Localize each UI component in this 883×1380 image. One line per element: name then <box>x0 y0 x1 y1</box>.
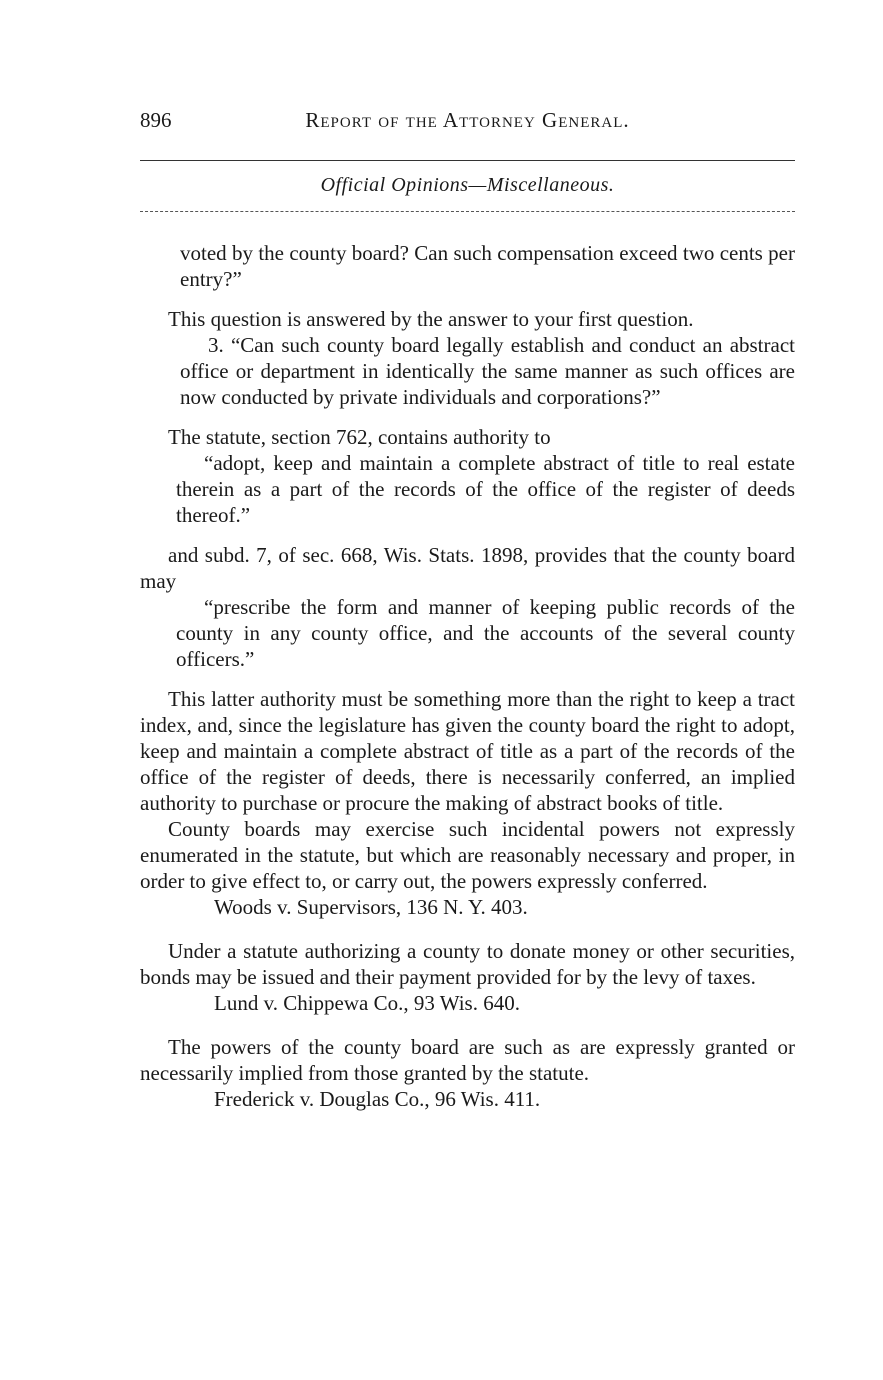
powers-paragraph: The powers of the county board are such as are expressly granted or necessarily implied from those granted by the statute. <box>140 1035 795 1085</box>
case-citation: Woods v. Supervisors, 136 N. Y. 403. <box>214 895 528 919</box>
question-continuation: voted by the county board? Can such compensation exceed two cents per entry?” <box>180 241 795 291</box>
authority-paragraph: This latter authority must be something more than the right to keep a tract index, and, since the legislature has given the county board the right to adopt, keep and maintain a complete abstract of title as a part of the records of the office of the register of deeds, there is necessarily conferred, an implied authority to purchase or procure the making of abstract books of title. <box>140 687 795 815</box>
subheading-rule <box>140 211 795 212</box>
question-three: 3. “Can such county board legally establish and conduct an abstract office or department in identically the same manner as such offices are now conducted by private individuals and corporations?” <box>180 333 795 409</box>
statute-quote: “adopt, keep and maintain a complete abstract of title to real estate therein as a part of the records of the office of the register of deeds thereof.” <box>176 451 795 527</box>
section-subheading: Official Opinions—Miscellaneous. <box>320 174 615 196</box>
page-header <box>140 108 795 138</box>
body-text <box>140 240 795 1112</box>
subdivision-quote: “prescribe the form and manner of keeping public records of the county in any county office, and the accounts of the several county officers.” <box>176 595 795 671</box>
subdivision-intro: and subd. 7, of sec. 668, Wis. Stats. 1898, provides that the county board may <box>140 543 795 593</box>
donation-paragraph: Under a statute authorizing a county to donate money or other securities, bonds may be issued and their payment provided for by the levy of taxes. <box>140 939 795 989</box>
case-citation: Frederick v. Douglas Co., 96 Wis. 411. <box>214 1087 541 1111</box>
incidental-powers-paragraph: County boards may exercise such incidental powers not expressly enumerated in the statute, but which are reasonably necessary and proper, in order to give effect to, or carry out, the powers expressly conferred. <box>140 817 795 893</box>
page-number: 896 <box>140 108 172 132</box>
header-rule <box>140 160 795 161</box>
case-citation: Lund v. Chippewa Co., 93 Wis. 640. <box>214 991 520 1015</box>
running-title: Report of the Attorney General. <box>305 108 630 132</box>
answer-paragraph: This question is answered by the answer to your first question. <box>168 307 694 331</box>
statute-intro: The statute, section 762, contains authority to <box>168 425 551 449</box>
